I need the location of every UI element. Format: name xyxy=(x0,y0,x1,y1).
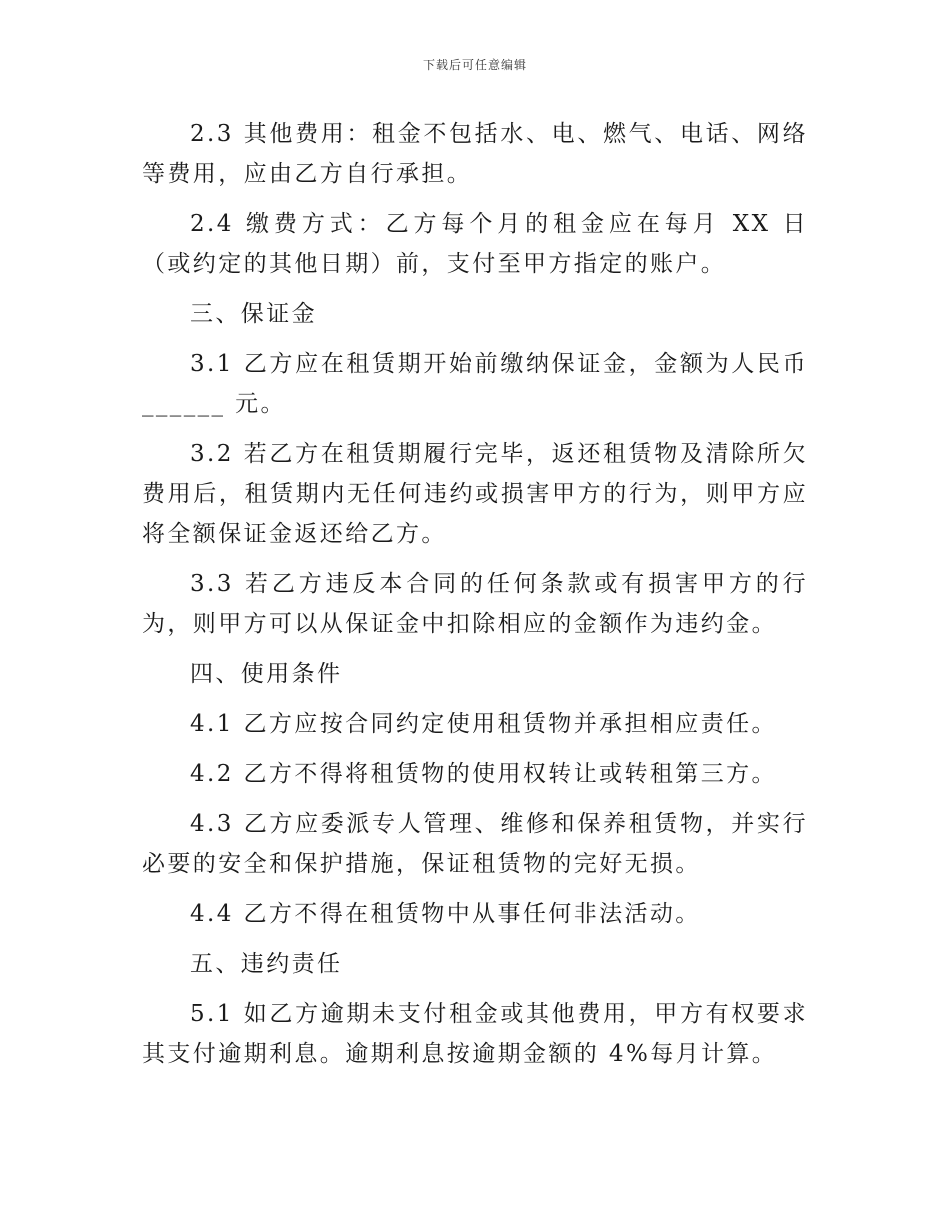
clause-3-1: 3.1 乙方应在租赁期开始前缴纳保证金，金额为人民币 ______ 元。 xyxy=(142,351,808,417)
clause-2-4: 2.4 缴费方式：乙方每个月的租金应在每月 XX 日（或约定的其他日期）前，支付至甲方指定的账户。 xyxy=(142,211,808,277)
clause-4-2: 4.2 乙方不得将租赁物的使用权转让或转租第三方。 xyxy=(190,761,777,787)
clause-4-1: 4.1 乙方应按合同约定使用租赁物并承担相应责任。 xyxy=(190,711,777,737)
page-header: 下载后可任意编辑 xyxy=(422,58,527,72)
section-heading-deposit: 三、保证金 xyxy=(190,301,317,327)
clause-3-3: 3.3 若乙方违反本合同的任何条款或有损害甲方的行为，则甲方可以从保证金中扣除相应的金额作为违约金。 xyxy=(142,571,808,637)
clause-4-4: 4.4 乙方不得在租赁物中从事任何非法活动。 xyxy=(190,901,701,927)
document-body xyxy=(142,114,808,1084)
clause-5-1: 5.1 如乙方逾期未支付租金或其他费用，甲方有权要求其支付逾期利息。逾期利息按逾期金额的 4%每月计算。 xyxy=(142,1001,808,1067)
section-heading-liability: 五、违约责任 xyxy=(190,951,343,977)
clause-4-3: 4.3 乙方应委派专人管理、维修和保养租赁物，并实行必要的安全和保护措施，保证租赁物的完好无损。 xyxy=(142,811,808,877)
clause-2-3: 2.3 其他费用：租金不包括水、电、燃气、电话、网络等费用，应由乙方自行承担。 xyxy=(142,121,808,187)
section-heading-usage: 四、使用条件 xyxy=(190,661,343,687)
clause-3-2: 3.2 若乙方在租赁期履行完毕，返还租赁物及清除所欠费用后，租赁期内无任何违约或损害甲方的行为，则甲方应将全额保证金返还给乙方。 xyxy=(142,441,808,547)
